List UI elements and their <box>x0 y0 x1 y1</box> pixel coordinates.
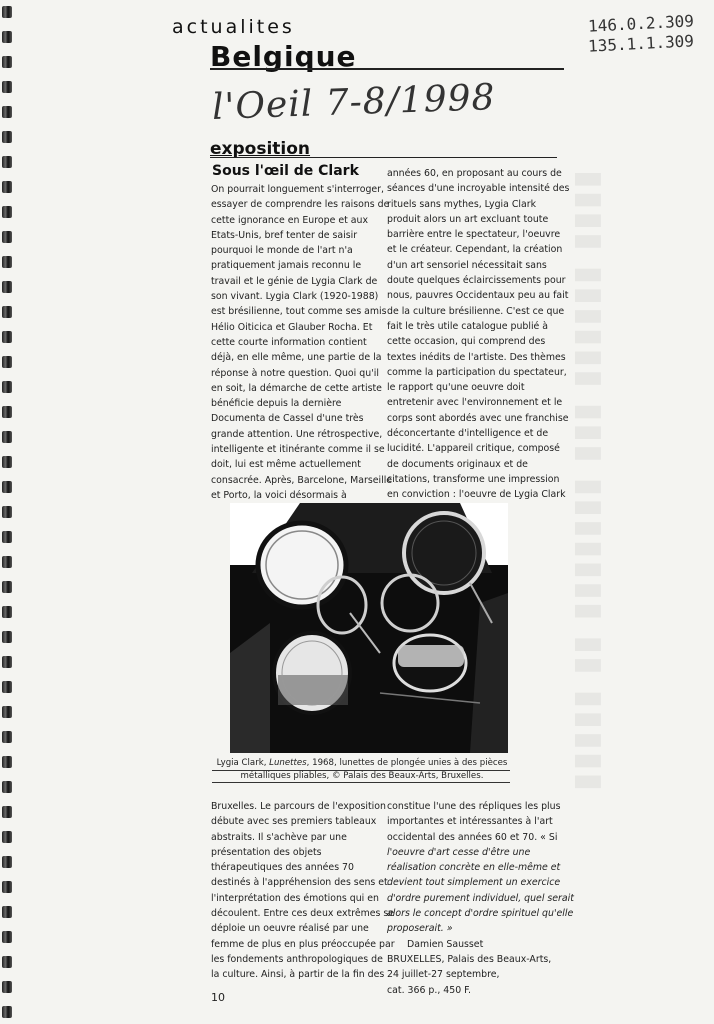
bleed-through-text: ▮▮▮▮ ▮▮▮▮▮▮ ▮▮▮ ▮▮▮▮▮▮▮ ▮▮ ▮▮▮▮▮ <box>570 170 610 794</box>
text-line: l'oeuvre d'art cesse d'être une <box>387 846 531 858</box>
spiral-binding <box>0 0 16 1024</box>
text-line: fait le très utile catalogue publié à <box>387 320 549 332</box>
page-number: 10 <box>211 991 225 1004</box>
text-line: barrière entre le spectateur, l'oeuvre <box>387 229 561 241</box>
caption-artist: Lygia Clark, <box>216 758 267 768</box>
text-line: la culture. Ainsi, à partir de la fin des <box>211 969 385 981</box>
caption-rule-top <box>212 770 510 771</box>
text-line: déploie un oeuvre réalisé par une <box>211 923 369 935</box>
binding-ring <box>2 1006 12 1018</box>
text-line: nous, pauvres Occidentaux peu au fait <box>387 290 569 302</box>
binding-ring <box>2 956 12 968</box>
author-signature-line <box>387 937 557 952</box>
text-line: de documents originaux et de <box>387 458 528 470</box>
text-line: Etats-Unis, bref tenter de saisir <box>211 229 358 241</box>
text-line: pratiquement jamais reconnu le <box>211 260 362 272</box>
text-line: importantes et intéressantes à l'art <box>387 816 553 828</box>
archive-code-1: 146.0.2.309 <box>587 11 695 36</box>
text-line: son vivant. Lygia Clark (1920-1988) <box>211 291 379 303</box>
binding-ring <box>2 106 12 118</box>
caption-line-2: métalliques pliables, © Palais des Beaux-Arts, Bruxelles. <box>240 770 484 781</box>
text-line: déjà, en elle même, une partie de la <box>211 352 382 364</box>
binding-ring <box>2 481 12 493</box>
binding-ring <box>2 456 12 468</box>
binding-ring <box>2 6 12 18</box>
text-line: d'ordre purement individuel, quel serait <box>387 892 574 904</box>
country-heading: Belgique <box>210 40 357 73</box>
text-line: Hélio Oiticica et Glauber Rocha. Et <box>211 321 373 333</box>
binding-ring <box>2 531 12 543</box>
text-line: lucidité. L'appareil critique, composé <box>387 443 560 455</box>
text-line: constitue l'une des répliques les plus <box>387 801 561 812</box>
author-signature: Damien Sausset <box>407 938 484 950</box>
binding-ring <box>2 706 12 718</box>
text-line: Bruxelles. Le parcours de l'exposition <box>211 801 386 812</box>
binding-ring <box>2 931 12 943</box>
text-line: consacrée. Après, Barcelone, Marseille <box>211 474 393 486</box>
text-line: cette ignorance en Europe et aux <box>211 214 368 226</box>
text-line: réalisation concrète en elle-même et <box>387 862 561 874</box>
text-line: entretenir avec l'environnement et le <box>387 397 563 409</box>
text-line: les fondements anthropologiques de <box>211 953 383 965</box>
text-line: femme de plus en plus préoccupée par <box>211 938 395 950</box>
caption-line-1 <box>212 757 512 770</box>
text-line: thérapeutiques des années 70 <box>211 862 354 874</box>
text-line: corps sont abordés avec une franchise <box>387 412 569 424</box>
binding-ring <box>2 606 12 618</box>
binding-ring <box>2 281 12 293</box>
text-line: et Porto, la voici désormais à <box>211 489 347 501</box>
text-line: occidental des années 60 et 70. « Si <box>387 831 558 843</box>
binding-ring <box>2 206 12 218</box>
archive-code-2: 135.1.1.309 <box>587 31 695 56</box>
text-line: essayer de comprendre les raisons de <box>211 199 390 211</box>
text-line: présentation des objets <box>211 846 322 858</box>
binding-ring <box>2 506 12 518</box>
text-line: l'interprétation des émotions qui en <box>211 892 379 904</box>
binding-ring <box>2 631 12 643</box>
binding-ring <box>2 331 12 343</box>
text-line: déconcertante d'intelligence et de <box>387 428 549 440</box>
caption-rule-bottom <box>212 782 510 783</box>
binding-ring <box>2 31 12 43</box>
text-line: réponse à notre question. Quoi qu'il <box>211 367 379 379</box>
text-line: en soit, la démarche de cette artiste <box>211 382 382 394</box>
binding-ring <box>2 356 12 368</box>
text-line: est brésilienne, tout comme ses amis <box>211 306 387 318</box>
binding-ring <box>2 981 12 993</box>
text-line: années 60, en proposant au cours de <box>387 168 562 179</box>
text-line: alors le concept d'ordre spirituel qu'elle <box>387 908 574 920</box>
binding-ring <box>2 131 12 143</box>
binding-ring <box>2 906 12 918</box>
text-line: et le créateur. Cependant, la création <box>387 244 563 256</box>
binding-ring <box>2 256 12 268</box>
rubric-rule <box>210 157 557 158</box>
binding-ring <box>2 556 12 568</box>
text-line: bénéficie depuis la dernière <box>211 398 342 410</box>
text-line: textes inédits de l'artiste. Des thèmes <box>387 351 566 363</box>
binding-ring <box>2 156 12 168</box>
text-line: 24 juillet-27 septembre, <box>387 969 500 981</box>
caption-title: Lunettes <box>269 758 307 768</box>
column-4-body <box>387 799 574 937</box>
text-line: comme la participation du spectateur, <box>387 366 567 378</box>
text-line: BRUXELLES, Palais des Beaux-Arts, <box>387 953 552 965</box>
caption-rest: , 1968, lunettes de plongée unies à des pièces <box>306 758 508 768</box>
artwork-photo <box>230 503 508 753</box>
binding-ring <box>2 831 12 843</box>
text-line: rituels sans mythes, Lygia Clark <box>387 198 537 210</box>
article-title: Sous l'œil de Clark <box>212 163 359 179</box>
text-line: en conviction : l'oeuvre de Lygia Clark <box>387 489 566 501</box>
text-line: proposerait. » <box>387 923 453 935</box>
text-line: intelligente et itinérante comme il se <box>211 444 385 456</box>
text-column-3 <box>211 799 395 983</box>
text-column-1 <box>211 182 393 503</box>
text-line: de la culture brésilienne. C'est ce que <box>387 305 565 317</box>
text-line: le rapport qu'une oeuvre doit <box>387 382 525 394</box>
binding-ring <box>2 756 12 768</box>
text-line: débute avec ses premiers tableaux <box>211 816 377 828</box>
page-corner-mark <box>640 0 710 6</box>
text-line: séances d'une incroyable intensité des <box>387 183 570 195</box>
text-line: devient tout simplement un exercice <box>387 877 561 889</box>
text-line: cette courte information contient <box>211 336 367 348</box>
text-line: découlent. Entre ces deux extrêmes se <box>211 908 395 920</box>
binding-ring <box>2 231 12 243</box>
text-line: abstraits. Il s'achève par une <box>211 831 347 843</box>
text-line: Documenta de Cassel d'une très <box>211 413 364 425</box>
binding-ring <box>2 81 12 93</box>
header-rule <box>210 68 564 70</box>
binding-ring <box>2 381 12 393</box>
binding-ring <box>2 306 12 318</box>
text-line: On pourrait longuement s'interroger, <box>211 184 384 195</box>
binding-ring <box>2 806 12 818</box>
text-line: grande attention. Une rétrospective, <box>211 428 383 440</box>
rubric-label: exposition <box>210 139 311 159</box>
text-line: doute quelques éclaircissements pour <box>387 275 566 287</box>
binding-ring <box>2 56 12 68</box>
text-line: travail et le génie de Lygia Clark de <box>211 275 378 287</box>
text-column-2 <box>387 166 570 503</box>
binding-ring <box>2 581 12 593</box>
text-line: pourquoi le monde de l'art n'a <box>211 245 353 257</box>
text-line: cat. 366 p., 450 F. <box>387 984 472 996</box>
binding-ring <box>2 881 12 893</box>
binding-ring <box>2 181 12 193</box>
binding-ring <box>2 731 12 743</box>
binding-ring <box>2 431 12 443</box>
text-line: citations, transforme une impression <box>387 473 560 485</box>
binding-ring <box>2 856 12 868</box>
binding-ring <box>2 406 12 418</box>
text-line: cette occasion, qui comprend des <box>387 336 546 348</box>
text-column-4 <box>387 799 574 998</box>
section-label: actualites <box>172 16 295 38</box>
text-line: doit, lui est même actuellement <box>211 459 361 471</box>
handwritten-source-note: l'Oeil 7-8/1998 <box>211 77 497 128</box>
text-line: destinés à l'appréhension des sens et <box>211 877 388 889</box>
binding-ring <box>2 681 12 693</box>
binding-ring <box>2 656 12 668</box>
binding-ring <box>2 781 12 793</box>
text-line: produit alors un art excluant toute <box>387 213 549 225</box>
exhibition-info <box>387 952 557 998</box>
text-line: d'un art sensoriel nécessitait sans <box>387 259 547 271</box>
